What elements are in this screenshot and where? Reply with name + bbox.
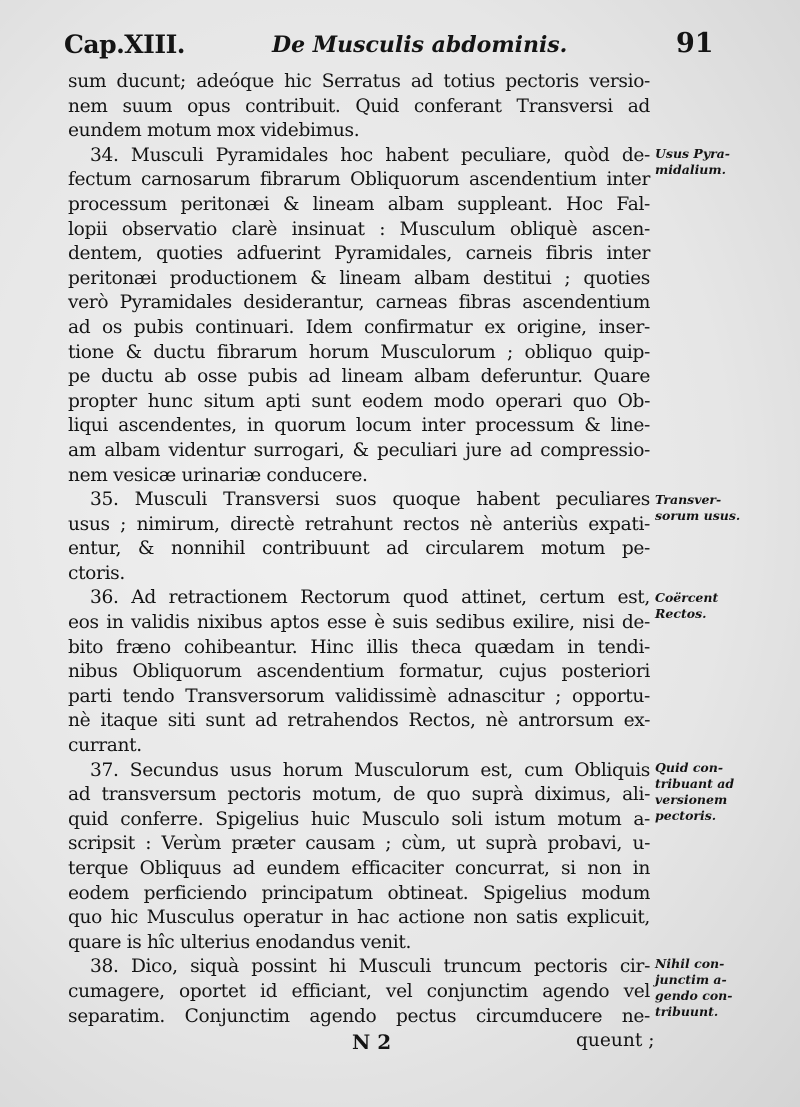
- margin-note-transversorum-usus: [655, 492, 795, 524]
- margin-note-line: midalium.: [655, 162, 726, 177]
- margin-note-line: sorum usus.: [655, 508, 741, 523]
- margin-note-line: Transver-: [655, 492, 722, 507]
- text-line: nem suum opus contribuit. Quid conferant Transversi ad: [68, 95, 650, 117]
- margin-note-line: Coërcent: [655, 590, 719, 605]
- text-line: eos in validis nixibus aptos esse è suis sedibus exilire, nisi de-: [68, 612, 650, 634]
- text-line: eundem motum mox videbimus.: [68, 120, 360, 142]
- text-line: fectum carnosarum fibrarum Obliquorum ascendentium inter: [68, 169, 650, 191]
- running-title: De Musculis abdominis.: [272, 32, 568, 58]
- margin-note-line: Usus Pyra-: [655, 146, 730, 161]
- text-line: separatim. Conjunctim agendo pectus circumducere ne-: [68, 1005, 650, 1027]
- margin-note-line: Rectos.: [655, 606, 707, 621]
- text-line: lopii observatio clarè insinuat : Musculum obliquè ascen-: [68, 218, 650, 240]
- margin-note-coercent-rectos: [655, 590, 795, 622]
- text-line: tione & ductu fibrarum horum Musculorum ; obliquo quip-: [68, 341, 650, 363]
- main-text: [68, 70, 650, 1029]
- text-line: cumagere, oportet id efficiant, vel conjunctim agendo vel: [68, 980, 650, 1002]
- text-line: ctoris.: [68, 562, 125, 584]
- text-line: dentem, quoties adfuerint Pyramidales, carneis fibris inter: [68, 243, 650, 265]
- margin-note-line: tribuunt.: [655, 1004, 719, 1019]
- margin-note-line: junctim a-: [655, 972, 727, 987]
- margin-note-line: pectoris.: [655, 808, 717, 823]
- margin-note-nihil-conjunctim: [655, 956, 795, 1020]
- text-line: quid conferre. Spigelius huic Musculo soli istum motum a-: [68, 808, 650, 830]
- running-header: [64, 26, 714, 66]
- margin-note-line: gendo con-: [655, 988, 733, 1003]
- margin-note-line: tribuant ad: [655, 776, 735, 791]
- text-line: bito fræno cohibeantur. Hinc illis theca quædam in tendi-: [68, 636, 650, 658]
- margin-note-line: versionem: [655, 792, 728, 807]
- text-line: eodem perficiendo principatum obtineat. Spigelius modum: [68, 882, 650, 904]
- text-line: pe ductu ab osse pubis ad lineam albam deferuntur. Quare: [68, 366, 650, 388]
- text-line: peritonæi productionem & lineam albam destitui ; quoties: [68, 267, 650, 289]
- text-line: nè itaque siti sunt ad retrahendos Rectos, nè antrorsum ex-: [68, 710, 650, 732]
- text-line: 38. Dico, siquà possint hi Musculi truncum pectoris cir-: [90, 956, 650, 978]
- text-line: propter hunc situm apti sunt eodem modo operari quo Ob-: [68, 390, 650, 412]
- text-line: 34. Musculi Pyramidales hoc habent peculiare, quòd de-: [90, 144, 650, 166]
- signature-mark: N 2: [352, 1030, 392, 1054]
- text-line: 35. Musculi Transversi suos quoque habent peculiares: [90, 489, 650, 511]
- text-line: sum ducunt; adeóque hic Serratus ad totius pectoris versio-: [68, 71, 650, 92]
- text-line: quo hic Musculus operatur in hac actione non satis explicuit,: [68, 907, 650, 929]
- text-line: scripsit : Verùm præter causam ; cùm, ut suprà probavi, u-: [68, 833, 650, 855]
- paragraph-continuation: [68, 70, 650, 144]
- text-line: currant.: [68, 735, 142, 757]
- paragraph-37: [68, 759, 650, 956]
- paragraph-35: [68, 488, 650, 586]
- page-number: 91: [676, 28, 714, 59]
- paragraph-38: [68, 955, 650, 1029]
- margin-note-quid-contribuant: [655, 760, 795, 824]
- text-line: usus ; nimirum, directè retrahunt rectos nè anteriùs expati-: [68, 513, 650, 535]
- paragraph-34: [68, 144, 650, 488]
- text-line: ad os pubis continuari. Idem confirmatur ex origine, inser-: [68, 316, 650, 338]
- margin-note-usus-pyramidalium: [655, 146, 795, 178]
- chapter-label: Cap.XIII.: [64, 30, 185, 59]
- text-line: nem vesicæ urinariæ conducere.: [68, 464, 368, 486]
- text-line: verò Pyramidales desiderantur, carneas fibras ascendentium: [68, 292, 650, 314]
- text-line: ad transversum pectoris motum, de quo suprà diximus, ali-: [68, 784, 650, 806]
- text-line: quare is hîc ulterius enodandus venit.: [68, 931, 412, 953]
- text-line: parti tendo Transversorum validissimè adnascitur ; opportu-: [68, 685, 650, 707]
- paragraph-36: [68, 586, 650, 758]
- text-line: 36. Ad retractionem Rectorum quod attinet, certum est,: [90, 587, 650, 609]
- text-line: am albam videntur surrogari, & peculiari jure ad compressio-: [68, 439, 650, 461]
- margin-note-line: Nihil con-: [655, 956, 725, 971]
- text-line: liqui ascendentes, in quorum locum inter processum & line-: [68, 415, 650, 437]
- text-line: nibus Obliquorum ascendentium formatur, cujus posteriori: [68, 661, 650, 683]
- text-line: processum peritonæi & lineam albam suppleant. Hoc Fal-: [68, 193, 650, 215]
- margin-note-line: Quid con-: [655, 760, 724, 775]
- text-line: 37. Secundus usus horum Musculorum est, cum Obliquis: [90, 759, 650, 781]
- text-line: terque Obliquus ad eundem efficaciter concurrat, si non in: [68, 858, 650, 879]
- text-line: entur, & nonnihil contribuunt ad circularem motum pe-: [68, 538, 650, 560]
- catchword: queunt ;: [576, 1030, 655, 1051]
